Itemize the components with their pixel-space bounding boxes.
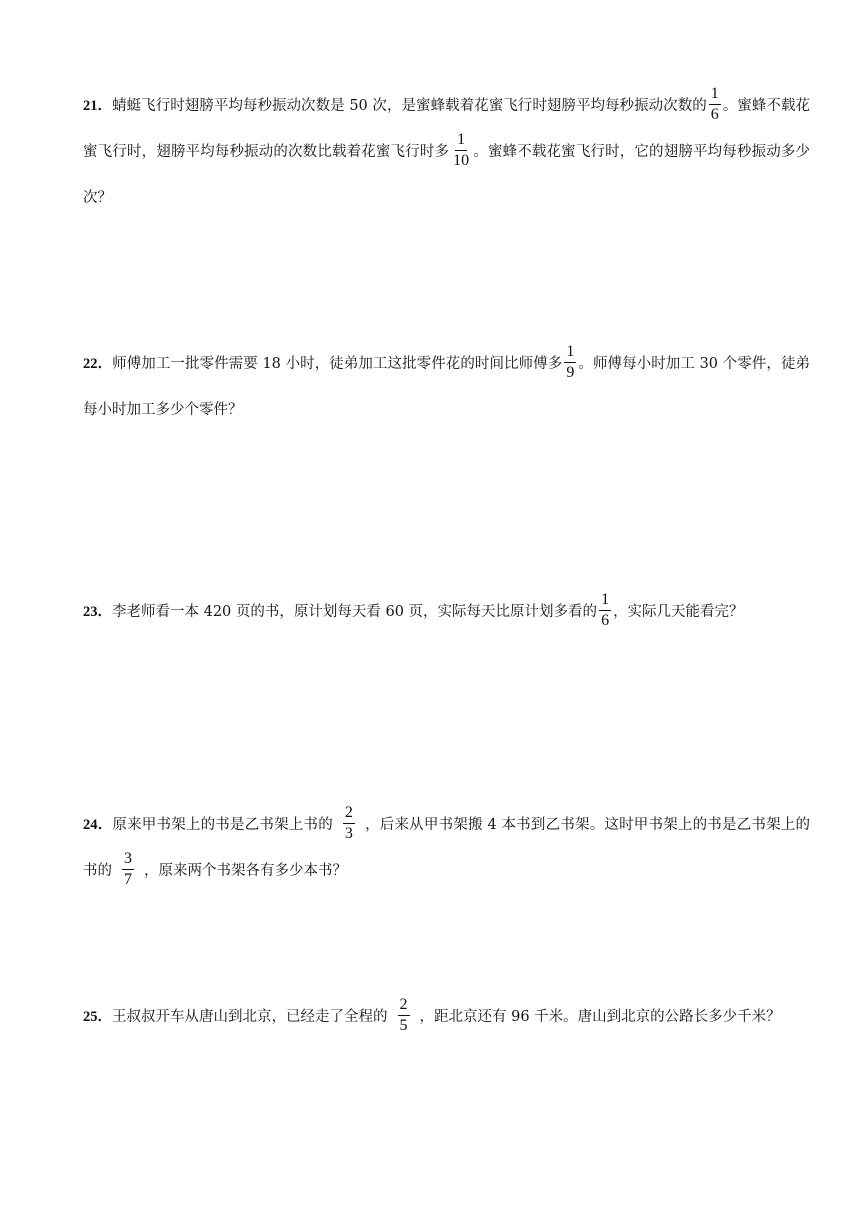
problem-number: 21． — [83, 98, 113, 114]
fraction-denominator: 10 — [453, 151, 470, 169]
problem-text: ，距北京还有 96 千米。唐山到北京的公路长多少千米？ — [419, 1009, 781, 1025]
problem-21 — [83, 83, 810, 221]
problem-text: ，后来从甲书架搬 4 本书到乙书架。这时甲书架上的书是乙书架上的书的 — [83, 817, 810, 879]
problem-text: ，原来两个书架各有多少本书？ — [144, 863, 347, 879]
problem-number: 23． — [83, 604, 112, 620]
fraction — [564, 343, 576, 382]
fraction — [709, 85, 721, 124]
fraction — [451, 131, 471, 170]
fraction — [122, 850, 134, 889]
problem-number: 22． — [83, 356, 113, 372]
problem-text: 师傅加工一批零件需要 18 小时，徒弟加工这批零件花的时间比师傅多 — [112, 356, 563, 372]
fraction-denominator: 7 — [124, 870, 132, 888]
fraction-numerator: 2 — [343, 804, 355, 824]
fraction-numerator: 1 — [599, 591, 611, 611]
fraction — [398, 996, 410, 1035]
fraction-denominator: 3 — [344, 824, 353, 842]
fraction-numerator: 2 — [398, 996, 410, 1016]
problem-text: 王叔叔开车从唐山到北京，已经走了全程的 — [112, 1009, 388, 1025]
fraction-numerator: 1 — [709, 85, 721, 105]
problem-number: 25． — [83, 1009, 112, 1025]
fraction-denominator: 6 — [710, 105, 719, 123]
fraction-numerator: 1 — [564, 343, 576, 363]
problem-number: 24． — [83, 817, 113, 833]
problem-text: ，实际几天能看完？ — [613, 604, 744, 620]
problem-text: 李老师看一本 420 页的书，原计划每天看 60 页，实际每天比原计划多看的 — [112, 604, 598, 620]
problem-23 — [83, 589, 810, 635]
problem-text: 。蜜蜂不载花蜜飞行时，翅膀平均每秒振动的次数比载着花蜜飞行时多 — [83, 98, 811, 160]
fraction-numerator: 3 — [122, 850, 134, 870]
problem-24 — [83, 802, 810, 894]
fraction-denominator: 5 — [399, 1016, 408, 1034]
problem-text: 原来甲书架上的书是乙书架上书的 — [112, 817, 333, 833]
fraction — [343, 804, 355, 843]
problem-text: 。蜜蜂不载花蜜飞行时，它的翅膀平均每秒振动多少次？ — [83, 144, 811, 206]
fraction-denominator: 9 — [566, 363, 575, 381]
fraction — [599, 591, 611, 630]
problem-25 — [83, 994, 810, 1040]
fraction-numerator: 1 — [455, 131, 467, 151]
problem-22 — [83, 341, 810, 433]
fraction-denominator: 6 — [601, 611, 610, 629]
problem-text: 蜻蜓飞行时翅膀平均每秒振动次数是 50 次，是蜜蜂载着花蜜飞行时翅膀平均每秒振动次数的 — [112, 98, 707, 114]
problem-text: 。师傅每小时加工 30 个零件，徒弟每小时加工多少个零件？ — [83, 356, 811, 418]
